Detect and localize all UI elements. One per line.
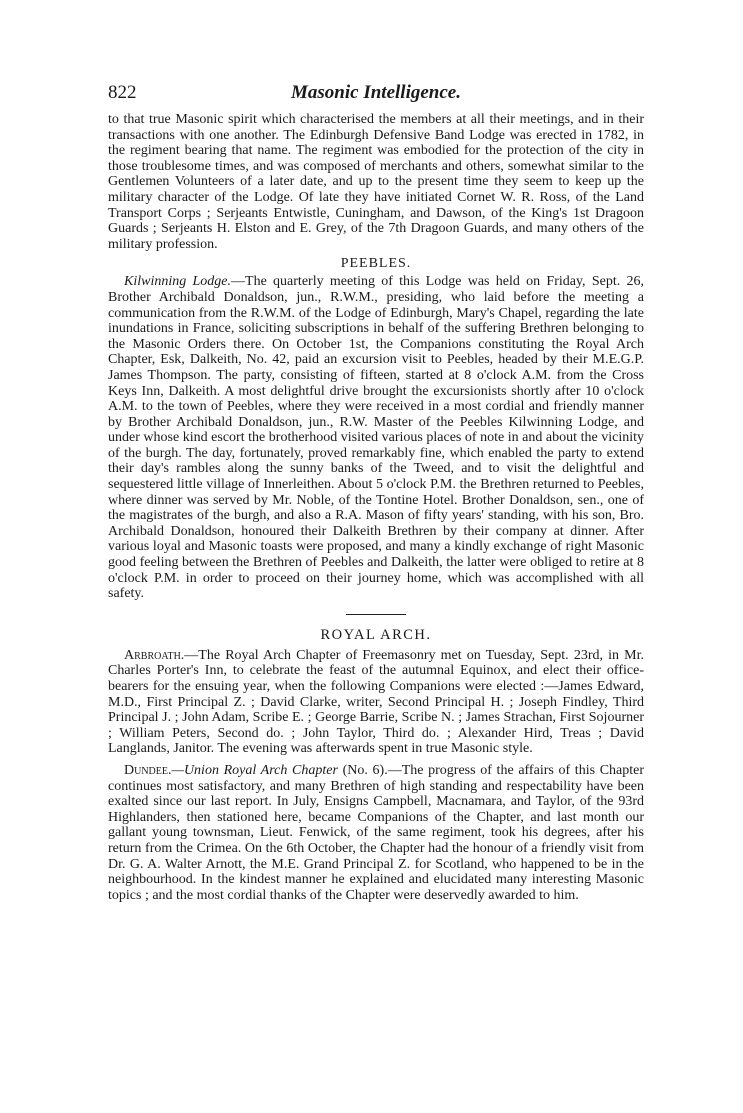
page-header xyxy=(108,82,644,112)
arbroath-lead: Arbroath. xyxy=(124,647,185,663)
peebles-lead: Kilwinning Lodge. xyxy=(124,274,232,290)
peebles-body: —The quarterly meeting of this Lodge was held on Friday, Sept. 26, Brother Archibald Donaldson, jun., R.W.M., presiding, who laid before the meeting a communication from the R.W.M. of the Lodge of Edinburgh, Mary's Chapel, regarding the late inundations in France, soliciting subscriptions in behalf of the suffering Brethren belonging to the Masonic Orders there. On October 1st, the Companions constituting the Royal Arch Chapter, Esk, Dalkeith, No. 42, paid an excursion visit to Peebles, headed by their M.E.G.P. James Thompson. The party, consisting of fifteen, started at 8 o'clock A.M. from the Cross Keys Inn, Dalkeith. A most delightful drive brought the excursionists shortly after 10 o'clock A.M. to the town of Peebles, where they were received in a most cordial and friendly manner by Brother Archibald Donaldson, jun., R.W. Master of the Peebles Kilwinning Lodge, and under whose kind escort the brotherhood visited various places of note in and about the vicinity of the burgh. The day, fortunately, proved remarkably fine, which enabled the party to extend their day's rambles along the sunny banks of the Tweed, and to visit the delightful and sequestered little village of Innerleithen. About 5 o'clock P.M. the Brethren returned to Peebles, where dinner was served by Mr. Noble, of the Tontine Hotel. Brother Donaldson, sen., one of the magistrates of the burgh, and also a R.A. Mason of fifty years' standing, with his son, Bro. Archibald Donaldson, honoured their Dalkeith Brethren by their company at dinner. After various loyal and Masonic toasts were proposed, and many a kindly exchange of right Masonic good feeling between the Brethren of Peebles and Dalkeith, the latter were obliged to retire at 8 o'clock P.M. in order to proceed on their journey home, which was accomplished with all safety. xyxy=(108,274,644,602)
document-page xyxy=(108,82,644,903)
arbroath-paragraph xyxy=(108,648,644,757)
page-number: 822 xyxy=(108,82,137,103)
section-divider xyxy=(346,614,406,615)
dundee-chapter-name: —Union Royal Arch Chapter xyxy=(171,762,338,778)
dundee-paragraph xyxy=(108,763,644,903)
dundee-lead: Dundee. xyxy=(124,762,172,778)
section-heading-royal-arch: ROYAL ARCH. xyxy=(320,626,432,643)
arbroath-body: —The Royal Arch Chapter of Freemasonry met on Tuesday, Sept. 23rd, in Mr. Charles Porter's Inn, to celebrate the feast of the autumnal Equinox, and elect their office-bearers for the ensuing year, when the following Companions were elected :—James Edward, M.D., First Principal Z. ; David Clarke, writer, Second Principal H. ; Joseph Findley, Third Principal J. ; John Adam, Scribe E. ; George Barrie, Scribe N. ; James Strachan, First Sojourner ; William Peters, Second do. ; John Taylor, Third do. ; Alexander Hird, Treas ; David Langlands, Janitor. The evening was afterwards spent in true Masonic style. xyxy=(108,647,644,757)
continuation-paragraph: to that true Masonic spirit which characterised the members at all their meetings, and in their transactions with one another. The Edinburgh Defensive Band Lodge was erected in 1782, in the regiment bearing that name. The regiment was embodied for the protection of the city in those troublesome times, and was composed of merchants and others, somewhat similar to the Gentlemen Volunteers of a later date, and up to the present time they seem to keep up the military character of the Lodge. Of late they have initiated Cornet W. R. Ross, of the Land Transport Corps ; Serjeants Entwistle, Cuningham, and Dawson, of the King's 1st Dragoon Guards ; Serjeants H. Elston and E. Grey, of the 7th Dragoon Guards, and many others of the military profession. xyxy=(108,112,644,252)
peebles-paragraph xyxy=(108,274,644,601)
section-heading-peebles: PEEBLES. xyxy=(340,256,412,272)
dundee-body: (No. 6).—The progress of the affairs of this Chapter continues most satisfactory, and many Brethren of high standing and respectability have been exalted since our last report. In July, Ensigns Campbell, Macnamara, and Taylor, of the 93rd Highlanders, then stationed here, became Companions of the Chapter, and last month our gallant young townsman, Lieut. Fenwick, of the same regiment, took his degrees, after his return from the Crimea. On the 6th October, the Chapter had the honour of a friendly visit from Dr. G. A. Walter Arnott, the M.E. Grand Principal Z. for Scotland, who happened to be in the neighbourhood. In the kindest manner he explained and elucidated many interesting Masonic topics ; and the most cordial thanks of the Chapter were deservedly awarded to him. xyxy=(108,762,645,903)
running-title: Masonic Intelligence. xyxy=(291,82,461,103)
